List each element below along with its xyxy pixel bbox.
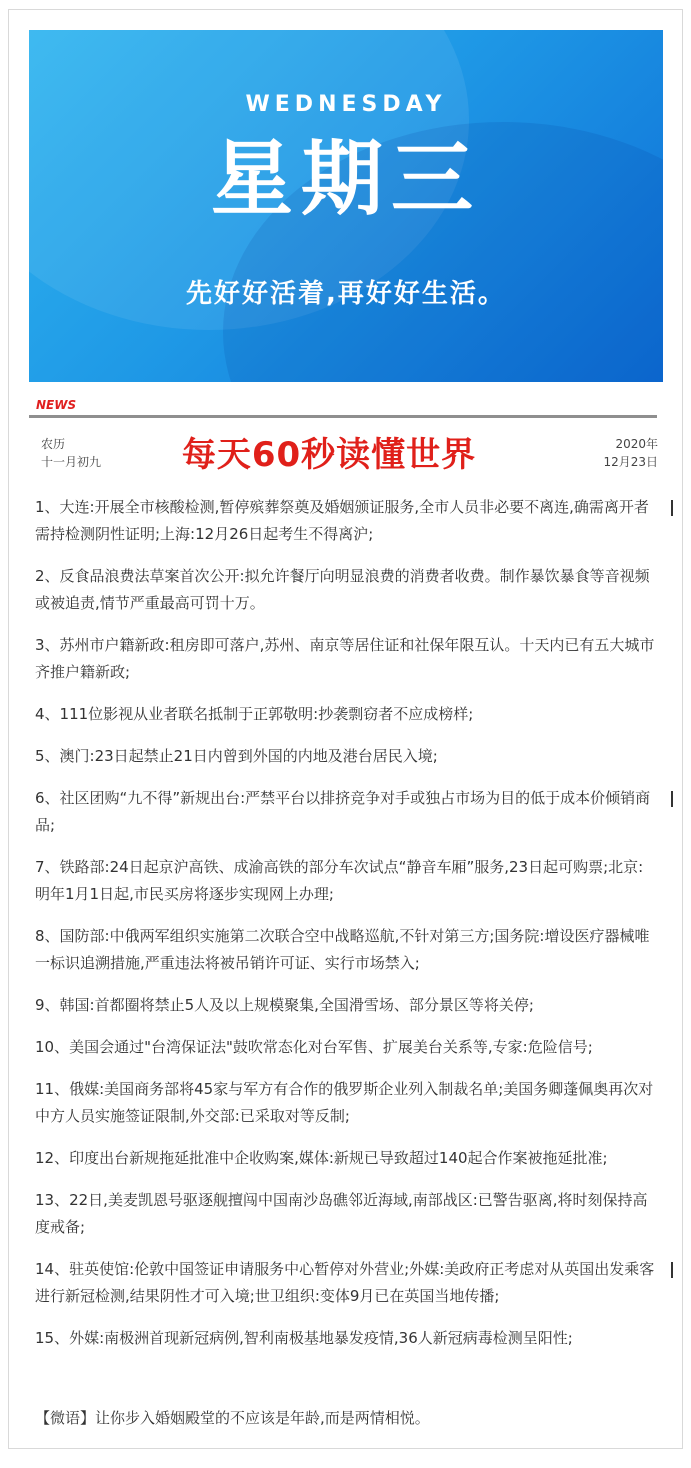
news-section-label: NEWS bbox=[36, 398, 77, 412]
news-item bbox=[35, 1187, 657, 1241]
lunar-date bbox=[41, 435, 101, 471]
news-item bbox=[35, 743, 657, 770]
news-item bbox=[35, 992, 657, 1019]
news-item bbox=[35, 923, 657, 977]
solar-year: 2020年 bbox=[615, 437, 658, 451]
news-item-text: 2、反食品浪费法草案首次公开:拟允许餐厅向明显浪费的消费者收费。制作暴饮暴食等音视频或被追责,情节严重最高可罚十万。 bbox=[35, 567, 650, 612]
section-divider bbox=[29, 415, 657, 418]
news-item bbox=[35, 1034, 657, 1061]
lunar-date-value: 十一月初九 bbox=[41, 455, 102, 469]
news-item-text: 15、外媒:南极洲首现新冠病例,智利南极基地暴发疫情,36人新冠病毒检测呈阳性; bbox=[35, 1329, 573, 1347]
weekday-banner bbox=[29, 30, 663, 382]
news-item-text: 13、22日,美麦凯恩号驱逐舰擅闯中国南沙岛礁邻近海域,南部战区:已警告驱离,将时刻保持高度戒备; bbox=[35, 1191, 648, 1236]
news-item-text: 11、俄媒:美国商务部将45家与军方有合作的俄罗斯企业列入制裁名单;美国务卿蓬佩奥再次对中方人员实施签证限制,外交部:已采取对等反制; bbox=[35, 1080, 654, 1125]
news-item-text: 6、社区团购“九不得”新规出台:严禁平台以排挤竞争对手或独占市场为目的低于成本价倾销商品; bbox=[35, 789, 651, 834]
news-item-text: 1、大连:开展全市核酸检测,暂停殡葬祭奠及婚姻颁证服务,全市人员非必要不离连,确需离开者需持检测阴性证明;上海:12月26日起考生不得离沪; bbox=[35, 498, 649, 543]
closing-quote: 【微语】让你步入婚姻殿堂的不应该是年龄,而是两情相悦。 bbox=[35, 1409, 430, 1427]
news-item bbox=[35, 1145, 657, 1172]
news-list bbox=[35, 494, 657, 1367]
news-item-text: 9、韩国:首都圈将禁止5人及以上规模聚集,全国滑雪场、部分景区等将关停; bbox=[35, 996, 534, 1014]
solar-date bbox=[603, 435, 658, 471]
news-item bbox=[35, 785, 657, 839]
news-item-text: 4、111位影视从业者联名抵制于正郭敬明:抄袭剽窃者不应成榜样; bbox=[35, 705, 474, 723]
banner-slogan: 先好好活着,再好好生活。 bbox=[186, 279, 506, 309]
news-item bbox=[35, 1256, 657, 1310]
news-item bbox=[35, 632, 657, 686]
weekday-english: WEDNESDAY bbox=[245, 92, 447, 117]
news-item-text: 5、澳门:23日起禁止21日内曾到外国的内地及港台居民入境; bbox=[35, 747, 438, 765]
line-end-marker bbox=[671, 500, 673, 516]
news-item bbox=[35, 854, 657, 908]
news-item bbox=[35, 494, 657, 548]
page-title: 每天60秒读懂世界 bbox=[181, 435, 477, 475]
news-item bbox=[35, 701, 657, 728]
news-item bbox=[35, 563, 657, 617]
page-frame bbox=[8, 9, 683, 1449]
line-end-marker bbox=[671, 791, 673, 807]
solar-date-value: 12月23日 bbox=[603, 455, 658, 469]
news-item bbox=[35, 1325, 657, 1352]
news-item-text: 7、铁路部:24日起京沪高铁、成渝高铁的部分车次试点“静音车厢”服务,23日起可购票;北京:明年1月1日起,市民买房将逐步实现网上办理; bbox=[35, 858, 644, 903]
news-item-text: 3、苏州市户籍新政:租房即可落户,苏州、南京等居住证和社保年限互认。十天内已有五大城市齐推户籍新政; bbox=[35, 636, 655, 681]
news-item-text: 10、美国会通过"台湾保证法"鼓吹常态化对台军售、扩展美台关系等,专家:危险信号; bbox=[35, 1038, 593, 1056]
news-item-text: 12、印度出台新规拖延批准中企收购案,媒体:新规已导致超过140起合作案被拖延批准; bbox=[35, 1149, 608, 1167]
news-item-text: 14、驻英使馆:伦敦中国签证申请服务中心暂停对外营业;外媒:美政府正考虑对从英国出发乘客进行新冠检测,结果阴性才可入境;世卫组织:变体9月已在英国当地传播; bbox=[35, 1260, 655, 1305]
lunar-label: 农历 bbox=[41, 437, 66, 451]
news-item bbox=[35, 1076, 657, 1130]
weekday-chinese: 星期三 bbox=[210, 132, 481, 227]
line-end-marker bbox=[671, 1262, 673, 1278]
news-item-text: 8、国防部:中俄两军组织实施第二次联合空中战略巡航,不针对第三方;国务院:增设医疗器械唯一标识追溯措施,严重违法将被吊销许可证、实行市场禁入; bbox=[35, 927, 650, 972]
